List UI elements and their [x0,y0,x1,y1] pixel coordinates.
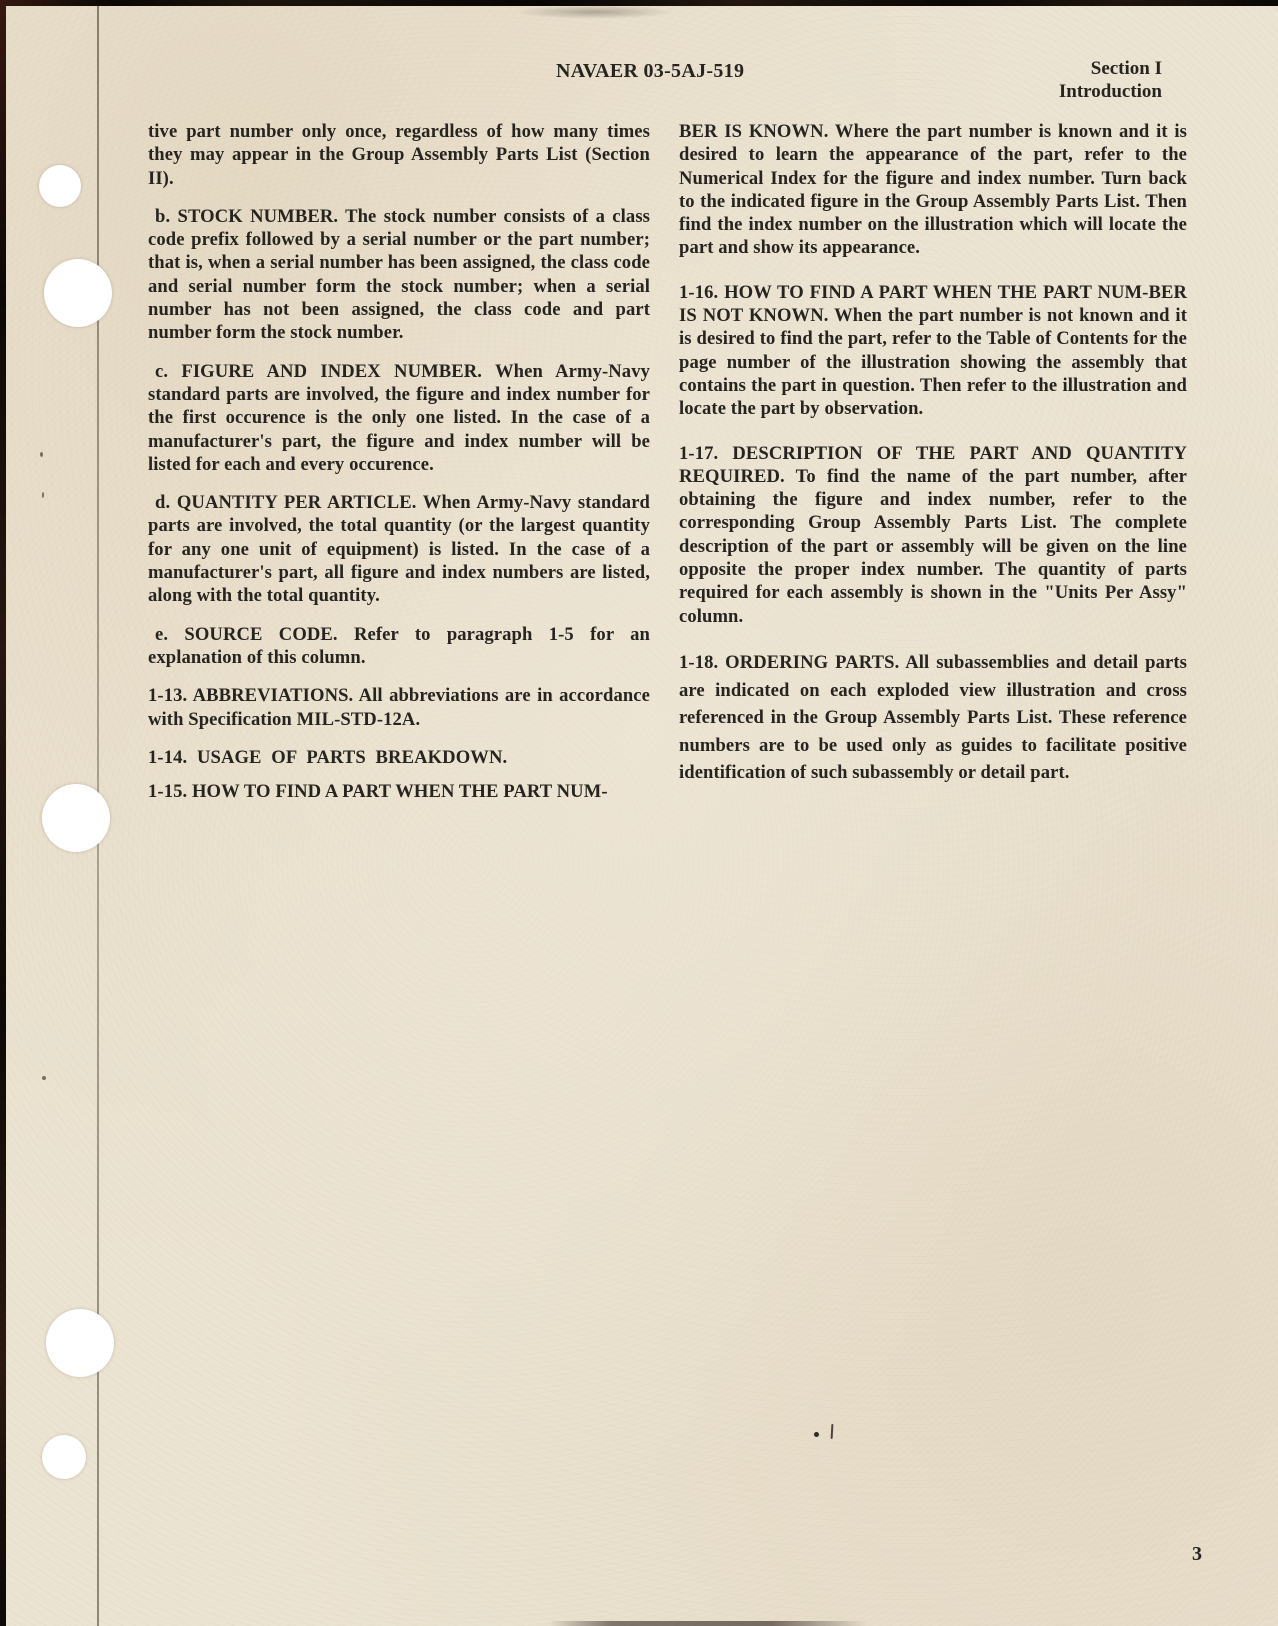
punch-hole [39,165,81,207]
punch-hole [44,259,112,327]
paragraph-e-source-code: e. SOURCE CODE. Refer to paragraph 1-5 for an explanation of this column. [148,623,650,668]
section-heading [1059,57,1162,103]
section-subtitle: Introduction [1058,81,1162,102]
punch-hole [42,784,110,852]
paragraph-1-15-continuation-ber-is-known: BER IS KNOWN. Where the part number is known and it is desired to learn the appearance of the part, refer to the Numerical Index for the figure and index number. Turn back to the indicated figure in the Group Assembly Parts List. Then find the index number on the illustration which will locate the part and show its appearance. [679,121,1187,259]
right-column [679,120,1187,808]
ink-mark-tick [831,1424,834,1439]
paper-speck [42,492,44,498]
scan-edge-left [0,0,6,1626]
paper-speck [40,452,43,457]
page-number: 3 [1192,1543,1202,1565]
ink-mark-dot [814,1432,819,1437]
paragraph-1-17-description-and-quantity: 1-17. DESCRIPTION OF THE PART AND QUANTITY REQUIRED. To find the name of the part number, after obtaining the figure and index number, refer to the corresponding Group Assembly Parts List. The complete description of the part or assembly will be given on the line opposite the proper index number. The quantity of parts required for each assembly is shown in the "Units Per Assy" column. [679,442,1187,627]
paragraph-1-13-abbreviations: 1-13. ABBREVIATIONS. All abbreviations are in accordance with Specification MIL-STD-12A. [148,685,650,730]
paragraph-1-18-ordering-parts: 1-18. ORDERING PARTS. All subassemblies and detail parts are indicated on each exploded view illustration and cross referenced in the Group Assembly Parts List. These reference numbers are to be used only as guides to facilitate positive identification of such subassembly or detail part. [679,651,1187,784]
scan-smudge-bottom [548,1621,868,1626]
paragraph-c-figure-and-index-number: c. FIGURE AND INDEX NUMBER. When Army-Navy standard parts are involved, the figure and index number for the first occurence is the only one listed. In the case of a manufacturer's part, the figure and index number will be listed for each and every occurence. [148,360,650,475]
heading-1-15-how-to-find-a-part: 1-15. HOW TO FIND A PART WHEN THE PART NUM- [148,781,608,803]
heading-1-14-usage-of-parts-breakdown: 1-14. USAGE OF PARTS BREAKDOWN. [148,746,508,768]
document-number: NAVAER 03-5AJ-519 [556,60,745,82]
paragraph-1-16-part-number-not-known: 1-16. HOW TO FIND A PART WHEN THE PART NUM-BER IS NOT KNOWN. When the part number is not known and it is desired to find the part, refer to the Table of Contents for the page number of the illustration showing the assembly that contains the part in question. Then refer to the illustration and locate the part by observation. [679,281,1187,420]
paragraph-continuation: tive part number only once, regardless of how many times they may appear in the Group Assembly Parts List (Section II). [148,121,650,189]
scan-smudge-top [515,5,675,19]
section-title: Section I [1090,58,1162,79]
punch-hole [46,1309,114,1377]
paragraph-d-quantity-per-article: d. QUANTITY PER ARTICLE. When Army-Navy standard parts are involved, the total quantity (or the largest quantity for any one unit of equipment) is listed. In the case of a manufacturer's part, all figure and index numbers are listed, along with the total quantity. [148,492,650,607]
left-column [148,120,650,803]
paper-speck [42,1076,46,1080]
paragraph-b-stock-number: b. STOCK NUMBER. The stock number consists of a class code prefix followed by a serial number or the part number; that is, when a serial number has been assigned, the class code and serial number form the stock number; when a serial number has not been assigned, the class code and part number form the stock number. [148,205,650,344]
punch-hole [42,1435,86,1479]
